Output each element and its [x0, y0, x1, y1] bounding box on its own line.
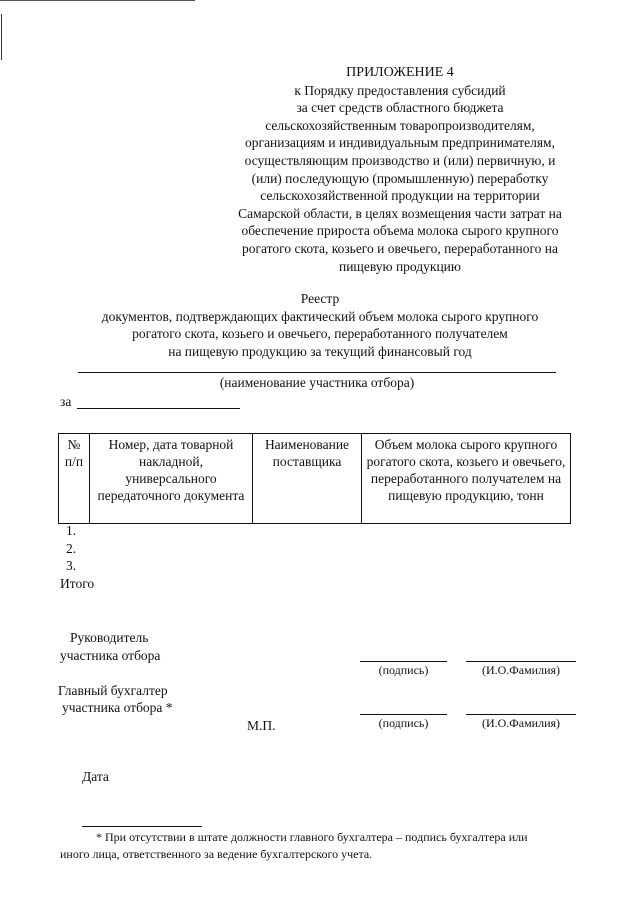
scan-edge-line: [1, 14, 2, 60]
appendix-line: (или) последующую (промышленную) переработку: [251, 170, 549, 186]
name-caption: (И.О.Фамилия): [481, 716, 561, 730]
scan-edge-line: [0, 0, 195, 1]
accountant-signature-line[interactable]: [360, 714, 447, 715]
date-label: Дата: [82, 769, 109, 784]
accountant-name-line[interactable]: [466, 714, 576, 715]
signature-caption: (подпись): [378, 716, 429, 730]
appendix-line: к Порядку предоставления субсидий: [294, 82, 506, 98]
header-volume: Объем молока сырого крупного рогатого скота, козьего и овечьего, переработанного получателем на пищевую продукцию, тонн: [362, 434, 571, 524]
head-name-line[interactable]: [466, 661, 576, 662]
table-row: 2.: [66, 541, 77, 556]
appendix-line: пищевую продукцию: [338, 258, 461, 274]
header-supplier: Наименование поставщика: [253, 434, 362, 524]
header-number: № п/п: [59, 434, 90, 524]
signature-caption: (подпись): [378, 663, 429, 677]
appendix-line: за счет средств областного бюджета: [296, 100, 504, 116]
stamp-placeholder: М.П.: [247, 718, 276, 733]
registry-block: [40, 290, 600, 360]
registry-table: [58, 433, 571, 524]
appendix-line: осуществляющим производство и (или) первичную, и: [244, 152, 556, 168]
appendix-line: обеспечение прироста объема молока сырого крупного: [241, 223, 559, 239]
footnote-separator: [82, 826, 202, 827]
registry-line: документов, подтверждающих фактический объем молока сырого крупного: [101, 308, 539, 324]
head-signature-line[interactable]: [360, 661, 447, 662]
head-label: участника отбора: [60, 648, 161, 663]
registry-line: рогатого скота, козьего и овечьего, переработанного получателем: [132, 326, 508, 342]
appendix-line: Самарской области, в целях возмещения части затрат на: [238, 205, 562, 221]
footnote-line: * При отсутствии в штате должности главного бухгалтера – подпись бухгалтера или: [96, 830, 528, 844]
table-row: 3.: [66, 558, 77, 573]
total-label: Итого: [60, 576, 95, 591]
period-prefix: за: [60, 394, 72, 409]
registry-line: на пищевую продукцию за текущий финансовый год: [168, 343, 472, 359]
appendix-heading: ПРИЛОЖЕНИЕ 4: [346, 65, 454, 80]
table-row: 1.: [66, 523, 77, 538]
name-caption: (И.О.Фамилия): [481, 663, 561, 677]
footnote-line: иного лица, ответственного за ведение бухгалтерского учета.: [60, 847, 373, 861]
period-line[interactable]: [77, 408, 240, 409]
registry-title: Реестр: [300, 291, 340, 306]
accountant-label: Главный бухгалтер: [58, 683, 168, 698]
header-invoice: Номер, дата товарной накладной, универсального передаточного документа: [90, 434, 253, 524]
table-header-row: [59, 434, 571, 524]
appendix-block: [150, 64, 639, 275]
appendix-line: сельскохозяйственной продукции на территории: [260, 188, 540, 204]
appendix-line: рогатого скота, козьего и овечьего, переработанного на: [241, 240, 559, 256]
appendix-line: организациям и индивидуальным предпринимателям,: [245, 135, 555, 151]
accountant-label: участника отбора *: [62, 700, 173, 715]
participant-caption: (наименование участника отбора): [219, 375, 415, 390]
appendix-line: сельскохозяйственным товаропроизводителям,: [265, 117, 535, 133]
participant-name-line[interactable]: [78, 372, 556, 373]
head-label: Руководитель: [70, 630, 149, 645]
